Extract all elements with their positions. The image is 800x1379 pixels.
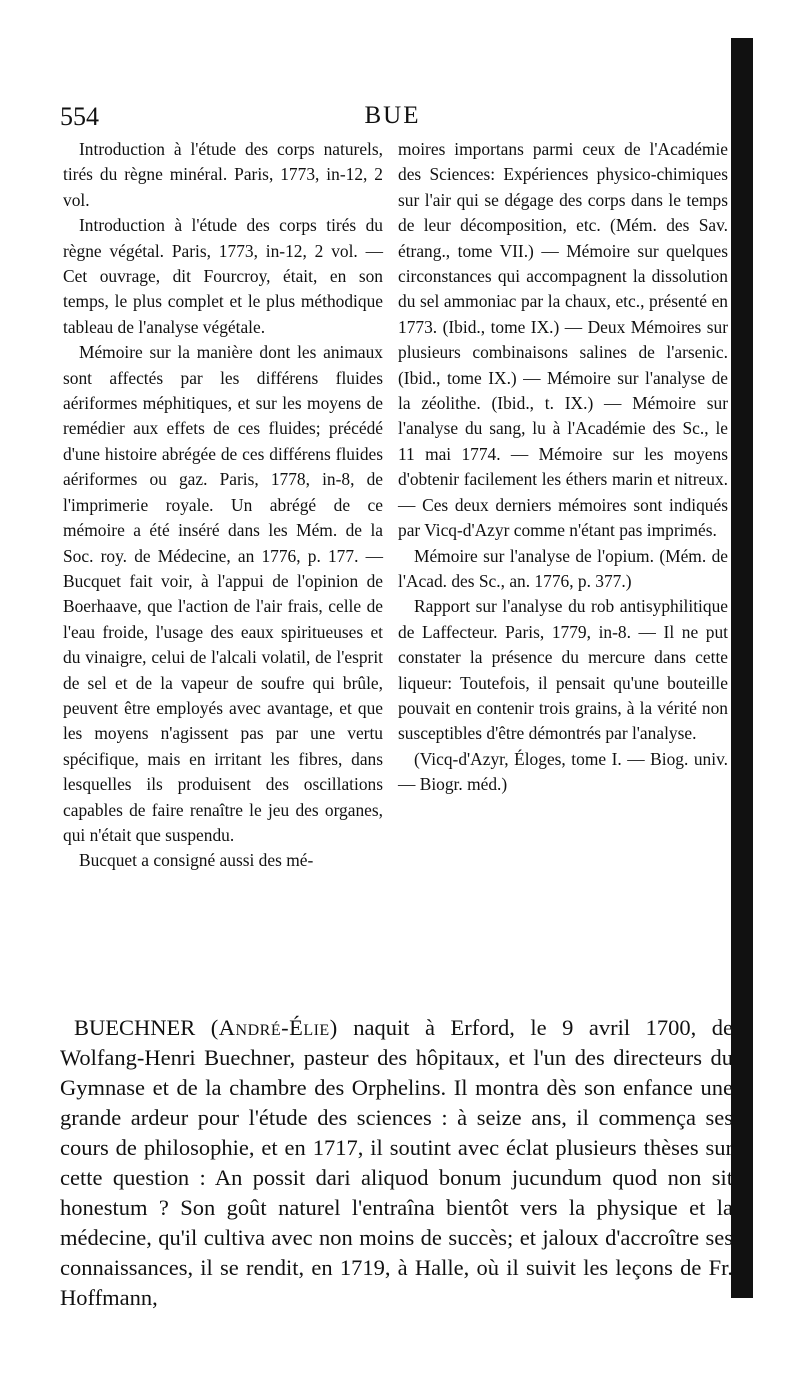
paragraph: (Vicq-d'Azyr, Éloges, tome I. — Biog. univ. — Biogr. méd.) [398, 748, 728, 795]
paragraph: Rapport sur l'analyse du rob antisyphilitique de Laffecteur. Paris, 1779, in-8. — Il ne put constater la présence du mercure dans cette liqueur: Toutefois, il pensait qu'une bouteille pouvait en contenir trois grains, à la vérité non susceptibles d'être démontrés par l'analyse. [398, 596, 728, 744]
entry-paragraph [60, 1013, 733, 1313]
paragraph: Introduction à l'étude des corps naturels, tirés du règne minéral. Paris, 1773, in-12, 2 vol. [63, 139, 383, 210]
paragraph: Mémoire sur l'analyse de l'opium. (Mém. de l'Acad. des Sc., an. 1776, p. 377.) [398, 545, 728, 591]
paragraph: Bucquet a consigné aussi des mé- [79, 850, 314, 871]
running-head: BUE [364, 102, 421, 129]
paragraph: Mémoire sur la manière dont les animaux sont affectés par les différens fluides aériformes méphitiques, et sur les moyens de remédier aux effets de ces fluides; précédé d'une histoire abrégée de ces différens fluides aériformes ou gaz. Paris, 1778, in-8, de l'imprimerie royale. Un abrégé de ce mémoire a été inséré dans les Mém. de la Soc. roy. de Médecine, an 1776, p. 177. — Bucquet fait voir, à l'appui de l'opinion de Boerhaave, que l'action de l'air frais, celle de l'eau froide, l'usage des eaux spiritueuses et du vinaigre, celui de l'alcali volatil, de l'esprit de sel et de la vapeur de soufre qui brûle, peuvent être employés avec avantage, et que les moyens n'agissent pas par une vertu spécifique, mais en irritant les fibres, dans lesquelles ils produisent des oscillations capables de faire renaître le jeu des organes, qui n'était que suspendu. [63, 342, 383, 845]
right-column [398, 137, 728, 798]
page-header [60, 100, 725, 136]
scan-edge-shadow [731, 38, 753, 1298]
biography-entry [60, 1013, 733, 1313]
paragraph: Introduction à l'étude des corps tirés du règne végétal. Paris, 1773, in-12, 2 vol. — Cet ouvrage, dit Fourcroy, était, en son temps, le plus complet et le plus méthodique tableau de l'analyse végétale. [63, 215, 383, 337]
entry-given-names: (André-Élie) [210, 1015, 338, 1040]
left-column [63, 137, 383, 874]
entry-text: naquit à Erford, le 9 avril 1700, de Wolfang-Henri Buechner, pasteur des hôpitaux, et l'un des directeurs du Gymnase et de la chambre des Orphelins. Il montra dès son enfance une grande ardeur pour l'étude des sciences : à seize ans, il commença ses cours de philosophie, et en 1717, il soutint avec éclat plusieurs thèses sur cette question : An possit dari aliquod bonum jucundum quod non sit honestum ? Son goût naturel l'entraîna bientôt vers la physique et la médecine, qu'il cultiva avec non moins de succès; et jaloux d'accroître ses connaissances, il se rendit, en 1719, à Halle, où il suivit les leçons de Fr. Hoffmann, [60, 1015, 734, 1310]
paragraph: moires importans parmi ceux de l'Académie des Sciences: Expériences physico-chimiques sur l'air qui se dégage des corps dans le temps de leur décomposition, etc. (Mém. des Sav. étrang., tome VII.) — Mémoire sur quelques circonstances qui accompagnent la dissolution du sel ammoniac par la chaux, etc., présenté en 1773. (Ibid., tome IX.) — Deux Mémoires sur plusieurs combinaisons salines de l'arsenic. (Ibid., tome IX.) — Mémoire sur l'analyse de la zéolithe. (Ibid., t. IX.) — Mémoire sur l'analyse du sang, lu à l'Académie des Sc., le 11 mai 1774. — Mémoire sur les moyens d'obtenir facilement les éthers marin et nitreux. — Ces deux derniers mémoires sont indiqués par Vicq-d'Azyr comme n'étant pas imprimés. [398, 139, 728, 541]
page-number: 554 [60, 102, 99, 131]
entry-headword: BUECHNER [74, 1015, 196, 1040]
